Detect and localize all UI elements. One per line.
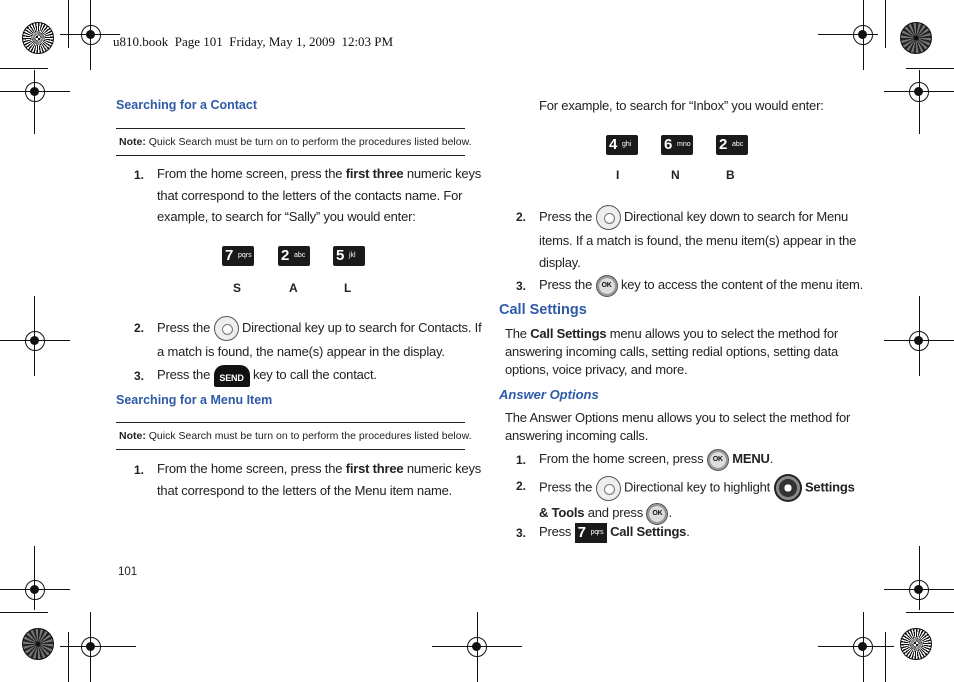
example-text: For example, to search for “Inbox” you would enter: xyxy=(539,98,824,113)
step-text-bold: Call Settings xyxy=(610,524,687,539)
step-text-part: Directional key down to search for Menu xyxy=(620,208,849,224)
step-number: 1. xyxy=(134,168,145,182)
step-text-part: key to call the contact. xyxy=(249,367,377,382)
directional-key-icon xyxy=(596,205,621,230)
crop-mark xyxy=(885,0,886,48)
key-letter-label: A xyxy=(289,281,298,295)
key-letter-label: B xyxy=(726,168,735,182)
note-text: Quick Search must be turn on to perform the procedures listed below. xyxy=(145,136,472,148)
note-bottom-rule xyxy=(116,155,465,156)
step-text-part: Press the xyxy=(539,479,596,495)
key-digit: 2 xyxy=(281,247,290,264)
crop-mark xyxy=(863,0,864,70)
key-digit: 5 xyxy=(336,247,345,264)
crop-mark xyxy=(818,646,894,647)
step-text-part: Press the xyxy=(157,367,214,382)
step-number: 2. xyxy=(516,479,527,493)
key-2-icon xyxy=(278,246,310,266)
crop-mark xyxy=(885,632,886,682)
crop-mark xyxy=(432,646,522,647)
paragraph-line: The Answer Options menu allows you to select the method for xyxy=(505,410,851,425)
key-2-icon xyxy=(716,135,748,155)
section-title-search-contact: Searching for a Contact xyxy=(116,98,257,112)
send-key-icon: SEND xyxy=(214,365,250,387)
answer-options-paragraph xyxy=(505,409,865,445)
step-text-line: that correspond to the letters of the contacts name. For xyxy=(157,187,463,203)
step-text xyxy=(157,316,482,363)
key-letter-label: L xyxy=(344,281,352,295)
section-title-call-settings: Call Settings xyxy=(499,302,587,318)
note-search-contact xyxy=(119,136,472,148)
key-digit: 2 xyxy=(719,136,728,153)
step-text xyxy=(539,205,859,273)
paragraph-part: The xyxy=(505,326,531,341)
step-text-part: numeric keys xyxy=(403,461,482,476)
registration-mark-icon xyxy=(25,580,45,600)
step-text-bold: first three xyxy=(345,461,404,476)
registration-mark-icon xyxy=(81,25,101,45)
step-text-line: a match is found, the name(s) appear in the display. xyxy=(157,344,445,359)
page-number: 101 xyxy=(118,566,138,578)
registration-star-icon xyxy=(900,628,932,660)
step-text-part: . xyxy=(668,505,672,520)
step-text xyxy=(157,163,482,228)
paragraph-line: answering incoming calls, setting redial options, setting data xyxy=(505,344,839,359)
step-text-part: . xyxy=(686,524,690,539)
crop-mark xyxy=(90,612,91,682)
crop-mark xyxy=(818,34,878,35)
crop-mark xyxy=(0,68,48,69)
key-digit: 7 xyxy=(225,247,234,264)
registration-mark-icon xyxy=(25,82,45,102)
crop-mark xyxy=(34,70,35,134)
crop-mark xyxy=(90,0,91,70)
crop-mark xyxy=(919,70,920,134)
step-text-part: Press the xyxy=(539,208,596,224)
paragraph-line: options, voice privacy, and more. xyxy=(505,362,688,377)
step-text-bold: first three xyxy=(345,166,404,181)
step-text xyxy=(539,521,690,543)
call-settings-paragraph xyxy=(505,325,865,379)
step-text xyxy=(539,474,859,525)
ok-key-icon: OK xyxy=(707,449,729,471)
step-text-part: From the home screen, press xyxy=(539,451,707,466)
note-bottom-rule xyxy=(116,449,465,450)
step-text-part: Directional key to highlight xyxy=(620,479,774,495)
key-letter-label: I xyxy=(616,168,620,182)
key-letters: abc xyxy=(732,141,744,148)
crop-mark xyxy=(884,589,954,590)
key-7-icon xyxy=(222,246,254,266)
step-number: 3. xyxy=(516,526,527,540)
note-search-menu xyxy=(119,430,472,442)
settings-gear-icon xyxy=(774,474,802,502)
crop-mark xyxy=(906,612,954,613)
paragraph-bold: Call Settings xyxy=(530,326,607,341)
step-number: 3. xyxy=(516,279,527,293)
crop-mark xyxy=(0,612,48,613)
step-text-part: numeric keys xyxy=(403,166,482,181)
step-text-line: display. xyxy=(539,254,581,270)
crop-mark xyxy=(863,612,864,682)
crop-mark xyxy=(0,589,70,590)
step-text-line: example, to search for “Sally” you would enter: xyxy=(157,209,416,224)
crop-mark xyxy=(0,340,70,341)
step-text-bold: MENU xyxy=(732,451,770,466)
step-text-bold: & Tools xyxy=(539,505,585,520)
note-top-rule xyxy=(116,128,465,129)
key-5-icon xyxy=(333,246,365,266)
section-title-answer-options: Answer Options xyxy=(499,387,599,402)
key-letter-label: S xyxy=(233,281,242,295)
crop-mark xyxy=(919,296,920,376)
registration-mark-icon xyxy=(81,637,101,657)
key-4-icon xyxy=(606,135,638,155)
step-text xyxy=(539,274,863,297)
key-letters: mno xyxy=(677,141,691,148)
step-text-part: key to access the content of the menu item. xyxy=(617,277,864,292)
step-number: 1. xyxy=(134,463,145,477)
step-text-part: Press the xyxy=(539,277,596,292)
registration-star-icon xyxy=(22,628,54,660)
note-top-rule xyxy=(116,422,465,423)
key-digit: 6 xyxy=(664,136,673,153)
key-letters: pqrs xyxy=(590,528,604,536)
crop-mark xyxy=(919,546,920,610)
registration-star-icon xyxy=(22,22,54,54)
key-letters: ghi xyxy=(622,141,632,148)
step-text-line: items. If a match is found, the menu item(s) appear in the xyxy=(539,233,857,248)
paragraph-line: answering incoming calls. xyxy=(505,428,649,443)
crop-mark xyxy=(68,0,69,48)
crop-mark xyxy=(884,340,954,341)
key-digit: 4 xyxy=(609,136,618,153)
crop-mark xyxy=(60,646,136,647)
note-text: Quick Search must be turn on to perform the procedures listed below. xyxy=(145,430,472,442)
key-7-icon xyxy=(575,523,607,543)
step-text-part: From the home screen, press the xyxy=(157,166,346,181)
step-text-part: . xyxy=(769,451,774,466)
key-digit: 7 xyxy=(577,523,586,541)
paragraph-part: menu allows you to select the method for xyxy=(606,326,839,341)
step-number: 1. xyxy=(516,453,527,467)
crop-mark xyxy=(477,612,478,682)
step-text xyxy=(539,448,773,471)
step-text xyxy=(157,458,482,501)
step-text-line: that correspond to the letters of the Menu item name. xyxy=(157,482,453,498)
crop-mark xyxy=(34,546,35,610)
print-header: u810.book Page 101 Friday, May 1, 2009 12:03 PM xyxy=(113,34,394,49)
crop-mark xyxy=(68,632,69,682)
ok-key-icon: OK xyxy=(646,503,668,525)
step-number: 3. xyxy=(134,369,145,383)
directional-key-icon xyxy=(214,316,239,341)
key-6-icon xyxy=(661,135,693,155)
ok-key-icon: OK xyxy=(596,275,618,297)
step-number: 2. xyxy=(134,321,145,335)
key-letter-label: N xyxy=(671,168,680,182)
key-letters: pqrs xyxy=(238,252,252,259)
step-number: 2. xyxy=(516,210,527,224)
registration-star-icon xyxy=(900,22,932,54)
step-text-part: Press xyxy=(539,524,575,539)
step-text-bold: Settings xyxy=(804,479,855,495)
step-text xyxy=(157,364,377,387)
note-label: Note: xyxy=(119,136,146,148)
step-text-part: Press the xyxy=(157,319,214,335)
crop-mark xyxy=(906,68,954,69)
directional-key-icon xyxy=(596,476,621,501)
step-text-part: From the home screen, press the xyxy=(157,461,346,476)
key-letters: abc xyxy=(294,252,306,259)
registration-mark-icon xyxy=(25,331,45,351)
section-title-search-menu: Searching for a Menu Item xyxy=(116,393,273,407)
step-text-part: Directional key up to search for Contacts. If xyxy=(238,319,482,335)
step-text-part: and press xyxy=(584,505,647,520)
key-letters: jkl xyxy=(349,252,356,259)
note-label: Note: xyxy=(119,430,146,442)
crop-mark xyxy=(0,91,70,92)
crop-mark xyxy=(60,34,120,35)
crop-mark xyxy=(34,296,35,376)
